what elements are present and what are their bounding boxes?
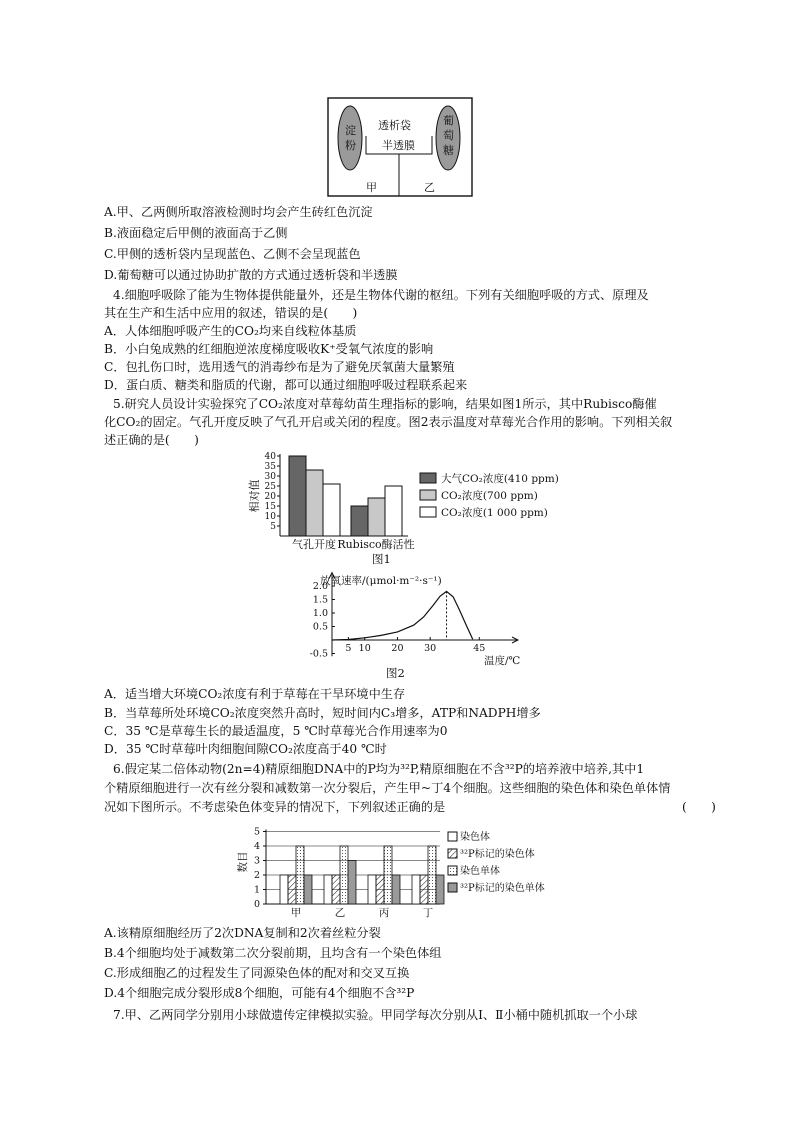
q5-option-c: C．35 ℃是草莓生长的最适温度，5 ℃时草莓光合作用速率为0 xyxy=(104,724,448,738)
legend-label: 大气CO₂浓度(410 ppm) xyxy=(441,473,559,485)
x-category-label: 甲 xyxy=(290,907,302,918)
x-category-label: 丁 xyxy=(422,907,434,918)
bar-乙-s1 xyxy=(332,875,340,904)
q5-stem-2: 化CO₂的固定。气孔开度反映了气孔开启或关闭的程度。图2表示温度对草莓光合作用的影响。下列相关叙 xyxy=(104,415,673,429)
legend-swatch xyxy=(448,832,457,841)
figure-2-caption: 图2 xyxy=(386,666,405,680)
bar-丁-s0 xyxy=(412,875,420,904)
q4-option-a: A．人体细胞呼吸产生的CO₂均来自线粒体基质 xyxy=(104,324,357,338)
bar-Rubisco酶活性-s1 xyxy=(368,498,385,536)
y-tick-label: 5 xyxy=(270,522,276,532)
figure-2-line-chart xyxy=(280,570,540,666)
bar-丁-s3 xyxy=(436,875,444,904)
figure-1-caption: 图1 xyxy=(372,552,391,566)
svg-text:萄: 萄 xyxy=(443,129,454,142)
legend-swatch xyxy=(448,883,457,892)
legend-label: 染色单体 xyxy=(460,866,500,877)
svg-text:乙: 乙 xyxy=(424,181,435,194)
q6-answer-bracket: ( ) xyxy=(682,800,716,814)
bag-label: 透析袋 xyxy=(378,119,411,132)
q5-option-a: A．适当增大环境CO₂浓度有利于草莓在干旱环境中生存 xyxy=(104,687,406,701)
beaker-figure xyxy=(326,96,476,200)
membrane-label: 半透膜 xyxy=(382,139,415,152)
q4-stem-1: 4.细胞呼吸除了能为生物体提供能量外，还是生物体代谢的枢纽。下列有关细胞呼吸的方式、原理及 xyxy=(113,288,649,302)
y-tick-label: 35 xyxy=(264,462,276,472)
bar-甲-s2 xyxy=(296,846,304,904)
bar-乙-s0 xyxy=(324,875,332,904)
q4-stem-2: 其在生产和生活中应用的叙述，错误的是( ) xyxy=(104,306,358,320)
bar-丁-s1 xyxy=(420,875,428,904)
x-category-label: 气孔开度 xyxy=(292,538,336,550)
y-tick-label: 4 xyxy=(253,841,260,852)
legend-label: CO₂浓度(1 000 ppm) xyxy=(441,507,548,519)
legend-label: ³²P标记的染色单体 xyxy=(460,883,545,894)
rate-curve xyxy=(332,591,473,640)
starch-oval xyxy=(338,106,362,170)
x-axis-label: 温度/℃ xyxy=(484,655,521,666)
y-tick-label: 2 xyxy=(253,870,260,881)
bar-乙-s3 xyxy=(348,861,356,905)
q6-option-c: C.形成细胞乙的过程发生了同源染色体的配对和交叉互换 xyxy=(104,966,410,980)
q3-option-a: A.甲、乙两侧所取溶液检测时均会产生砖红色沉淀 xyxy=(104,205,373,219)
legend-swatch xyxy=(420,490,436,500)
y-tick-label: 1 xyxy=(253,884,260,896)
q6-option-a: A.该精原细胞经历了2次DNA复制和2次着丝粒分裂 xyxy=(104,926,381,940)
bar-气孔开度-s2 xyxy=(323,484,340,536)
y-tick-label: 1.5 xyxy=(312,594,328,606)
y-tick-label: 5 xyxy=(253,826,260,838)
y-tick-label: 0.5 xyxy=(312,621,328,633)
bar-Rubisco酶活性-s0 xyxy=(351,506,368,536)
left-label-1: 淀 xyxy=(345,124,356,137)
q6-stem-2: 个精原细胞进行一次有丝分裂和减数第一次分裂后，产生甲~丁4个细胞。这些细胞的染色体和染色单体情 xyxy=(104,781,671,795)
q3-option-b: B.液面稳定后甲侧的液面高于乙侧 xyxy=(104,226,288,240)
legend-label: ³²P标记的染色体 xyxy=(460,849,535,860)
q6-stem-1: 6.假定某二倍体动物(2n=4)精原细胞DNA中的P均为³²P,精原细胞在不含³²P的培养液中培养,其中1 xyxy=(113,762,645,776)
q4-option-d: D．蛋白质、糖类和脂质的代谢，都可以通过细胞呼吸过程联系起来 xyxy=(104,378,468,392)
bar-丙-s2 xyxy=(384,846,392,904)
q6-bar-chart xyxy=(236,822,576,918)
x-tick-label: 5 xyxy=(345,643,352,654)
bar-乙-s2 xyxy=(340,846,348,904)
left-label-2: 粉 xyxy=(345,139,356,152)
bar-甲-s3 xyxy=(304,875,312,904)
x-tick-label: 30 xyxy=(424,643,437,654)
q5-option-d: D．35 ℃时草莓叶肉细胞间隙CO₂浓度高于40 ℃时 xyxy=(104,742,387,756)
y-axis-label: 放氧速率/(μmol·m⁻²·s⁻¹) xyxy=(320,575,442,587)
q4-option-b: B．小白兔成熟的红细胞逆浓度梯度吸收K⁺受氧气浓度的影响 xyxy=(104,342,434,356)
y-tick-label: 10 xyxy=(264,512,276,522)
x-category-label: 丙 xyxy=(378,907,390,918)
y-tick-label: -0.5 xyxy=(309,648,328,660)
x-tick-label: 45 xyxy=(473,643,486,654)
svg-text:甲: 甲 xyxy=(366,181,377,194)
figure-1-bar-chart xyxy=(246,450,586,550)
q5-option-b: B．当草莓所处环境CO₂浓度突然升高时，短时间内C₃增多，ATP和NADPH增多 xyxy=(104,706,541,720)
y-tick-label: 3 xyxy=(253,855,260,867)
x-tick-label: 10 xyxy=(358,643,371,654)
q5-stem-3: 述正确的是( ) xyxy=(104,433,199,447)
q3-option-c: C.甲侧的透析袋内呈现蓝色、乙侧不会呈现蓝色 xyxy=(104,247,361,261)
q6-option-b: B.4个细胞均处于减数第二次分裂前期，且均含有一个染色体组 xyxy=(104,946,442,960)
y-tick-label: 25 xyxy=(264,482,276,492)
y-tick-label: 15 xyxy=(264,502,276,512)
q5-stem-1: 5.研究人员设计实验探究了CO₂浓度对草莓幼苗生理指标的影响，结果如图1所示，其中Rubisco酶催 xyxy=(113,397,657,411)
q6-option-d: D.4个细胞完成分裂形成8个细胞，可能有4个细胞不含³²P xyxy=(104,986,415,1000)
legend-swatch xyxy=(448,849,457,858)
svg-text:葡: 葡 xyxy=(443,114,454,127)
bar-甲-s1 xyxy=(288,875,296,904)
q6-stem-3: 况如下图所示。不考虑染色体变异的情况下，下列叙述正确的是 xyxy=(104,800,446,814)
y-tick-label: 40 xyxy=(264,452,276,462)
bar-气孔开度-s1 xyxy=(306,470,323,536)
bar-Rubisco酶活性-s2 xyxy=(385,486,402,536)
legend-label: 染色体 xyxy=(460,832,490,843)
legend-swatch xyxy=(420,507,436,517)
bar-甲-s0 xyxy=(280,875,288,904)
bar-丙-s1 xyxy=(376,875,384,904)
bar-丙-s3 xyxy=(392,875,400,904)
y-tick-label: 20 xyxy=(264,492,276,502)
q3-option-d: D.葡萄糖可以通过协助扩散的方式通过透析袋和半透膜 xyxy=(104,268,398,282)
y-tick-label: 0 xyxy=(253,899,260,910)
y-tick-label: 1.0 xyxy=(312,608,328,619)
q4-option-c: C．包扎伤口时，选用透气的消毒纱布是为了避免厌氧菌大量繁殖 xyxy=(104,360,455,374)
svg-text:糖: 糖 xyxy=(443,144,454,157)
legend-swatch xyxy=(448,866,457,875)
y-axis-label: 数目 xyxy=(237,851,249,873)
x-tick-label: 20 xyxy=(391,643,404,654)
bar-气孔开度-s0 xyxy=(289,456,306,536)
y-tick-label: 30 xyxy=(264,472,276,482)
bar-丙-s0 xyxy=(368,875,376,904)
legend-label: CO₂浓度(700 ppm) xyxy=(441,490,538,502)
y-tick-label: 2.0 xyxy=(312,581,328,592)
y-axis-label: 相对值 xyxy=(248,479,261,513)
x-category-label: Rubisco酶活性 xyxy=(337,538,415,550)
x-category-label: 乙 xyxy=(334,907,346,918)
bar-丁-s2 xyxy=(428,846,436,904)
legend-swatch xyxy=(420,473,436,483)
q7-stem-1: 7.甲、乙两同学分别用小球做遗传定律模拟实验。甲同学每次分别从Ⅰ、Ⅱ小桶中随机抓取一个小球 xyxy=(113,1008,638,1022)
